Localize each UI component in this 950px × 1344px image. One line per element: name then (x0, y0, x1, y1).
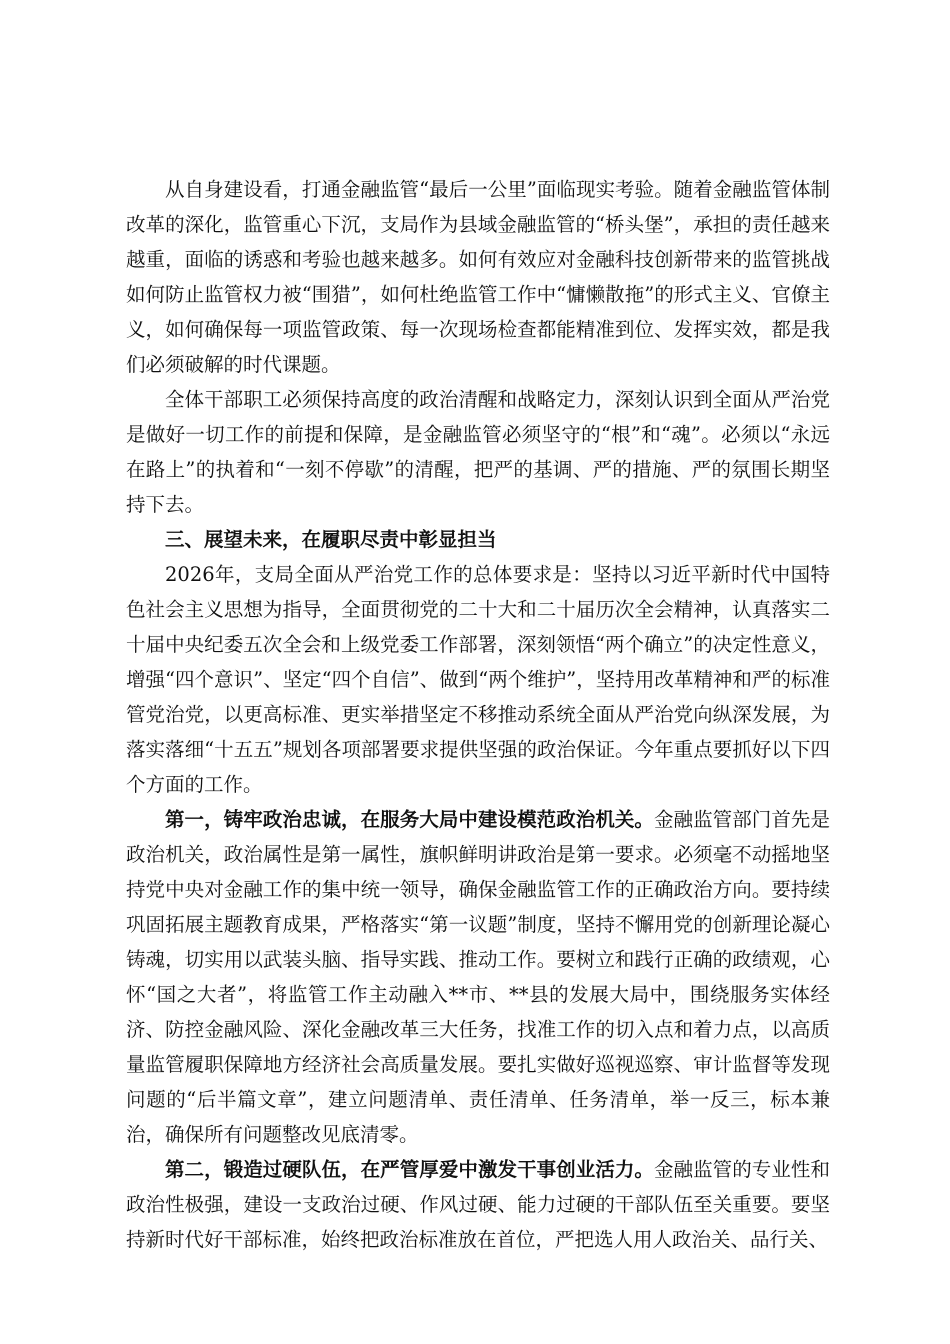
section-heading: 三、展望未来，在履职尽责中彰显担当 (165, 528, 497, 551)
paragraph-point-two (126, 1152, 830, 1257)
paragraph-text: 金融监管部门首先是政治机关，政治属性是第一属性，旗帜鲜明讲政治是第一要求。必须毫不动摇地坚持党中央对金融工作的集中统一领导，确保金融监管工作的正确政治方向。要持续巩固拓展主题教育成果，严格落实“第一议题”制度，坚持不懈用党的创新理论凝心铸魂，切实用以武装头脑、指导实践、推动工作。要树立和践行正确的政绩观，心怀“国之大者”，将监管工作主动融入**市、**县的发展大局中，围绕服务实体经济、防控金融风险、深化金融改革三大任务，找准工作的切入点和着力点，以高质量监管履职保障地方经济社会高质量发展。要扎实做好巡视巡察、审计监督等发现问题的“后半篇文章”，建立问题清单、责任清单、任务清单，举一反三，标本兼治，确保所有问题整改见底清零。 (126, 808, 830, 1146)
paragraph-text: 金融监管的专业性和政治性极强，建设一支政治过硬、作风过硬、能力过硬的干部队伍至关重要。要坚持新时代好干部标准，始终把政治标准放在首位，严把选人用人政治关、品行关、 (126, 1158, 830, 1251)
paragraph-text: 全体干部职工必须保持高度的政治清醒和战略定力，深刻认识到全面从严治党是做好一切工作的前提和保障，是金融监管必须坚守的“根”和“魂”。必须以“永远在路上”的执着和“一刻不停歇”的清醒，把严的基调、严的措施、严的氛围长期坚持下去。 (126, 388, 830, 516)
paragraph-overall-requirements (126, 557, 830, 802)
document-page (126, 172, 830, 1257)
paragraph-point-one (126, 802, 830, 1152)
paragraph-lead: 第二，锻造过硬队伍，在严管厚爱中激发干事创业活力。 (165, 1158, 654, 1181)
paragraph-text: 从自身建设看，打通金融监管“最后一公里”面临现实考验。随着金融监管体制改革的深化，监管重心下沉，支局作为县域金融监管的“桥头堡”，承担的责任越来越重，面临的诱惑和考验也越来越多。如何有效应对金融科技创新带来的监管挑战如何防止监管权力被“围猎”，如何杜绝监管工作中“慵懒散拖”的形式主义、官僚主义，如何确保每一项监管政策、每一次现场检查都能精准到位、发挥实效，都是我们必须破解的时代课题。 (126, 178, 830, 376)
paragraph-self-building (126, 172, 830, 382)
paragraph-text: 2026年，支局全面从严治党工作的总体要求是：坚持以习近平新时代中国特色社会主义思想为指导，全面贯彻党的二十大和二十届历次全会精神，认真落实二十届中央纪委五次全会和上级党委工作部署，深刻领悟“两个确立”的决定性意义，增强“四个意识”、坚定“四个自信”、做到“两个维护”，坚持用改革精神和严的标准管党治党，以更高标准、更实举措坚定不移推动系统全面从严治党向纵深发展，为落实落细“十五五”规划各项部署要求提供坚强的政治保证。今年重点要抓好以下四个方面的工作。 (126, 563, 830, 796)
paragraph-lead: 第一，铸牢政治忠诚，在服务大局中建设模范政治机关。 (165, 808, 654, 831)
paragraph-political-clarity (126, 382, 830, 522)
